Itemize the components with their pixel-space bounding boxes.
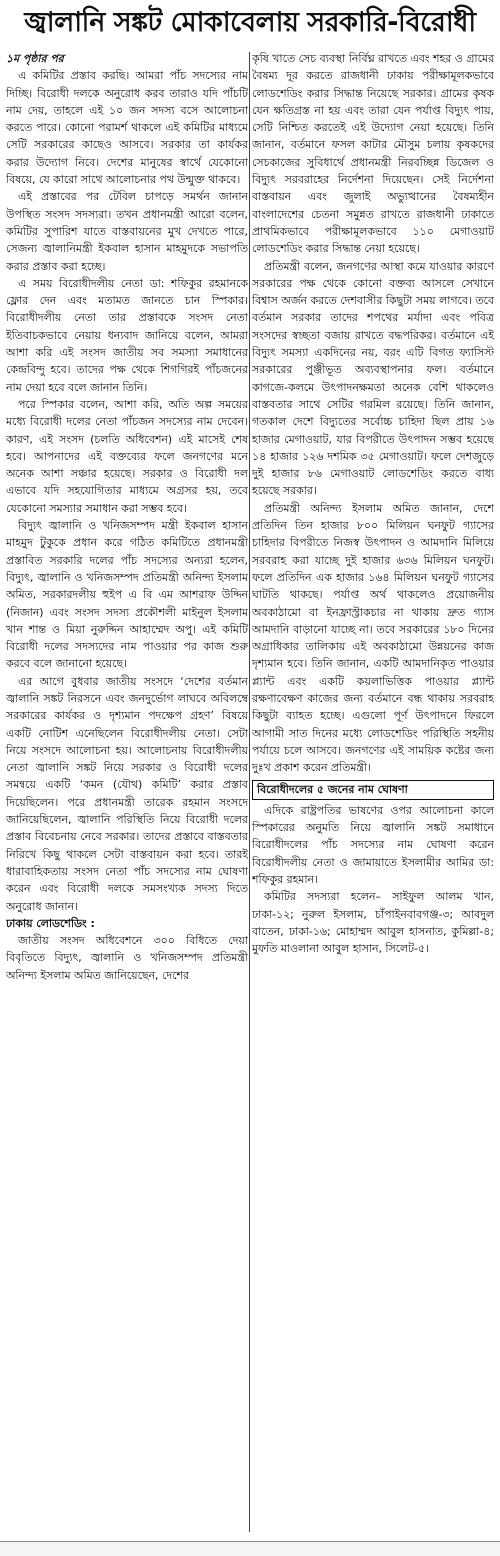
paragraph: এই প্রস্তাবের পর টেবিল চাপড়ে সমর্থন জানান উপস্থিত সংসদ সদস্যরা। তখন প্রধানমন্ত্রী আরো বলেন, কমিটির সুপারিশ যাতে বাস্তবায়নের মুখ দেখতে পারে, সেজন্য জ্বালানিমন্ত্রী ইকবাল হাসান মাহমুদকে সভাপতি করার প্রস্তাব করা হচ্ছে। bbox=[6, 190, 248, 273]
subheading-dhaka-loadshedding: ঢাকায় লোডশেডিং : bbox=[6, 916, 95, 930]
paragraph: কমিটির সদস্যরা হলেন– সাইফুল আলম খান, ঢাকা-১২; নুরুল ইসলাম, চাঁপাইনবাবগঞ্জ-৩; আবদুল বাতেন, ঢাকা-১৬; মোহাম্মদ আবুল হাসনাত, কুমিল্লা-৪; মুফতি মাওলানা আবুল হাসান, সিলেট-৫। bbox=[252, 890, 494, 956]
paragraph: এদিকে রাষ্ট্রপতির ভাষণের ওপর আলোচনা কালে স্পিকারের অনুমতি নিয়ে জ্বালানি সঙ্কট সমাধানে বিরোধীদলের পাঁচ সদস্যের নাম ঘোষণা করেন বিরোধীদলীয় নেতা ও জামায়াতে ইসলামীর আমির ডা: শফিকুর রহমান। bbox=[252, 803, 494, 886]
paragraph: এ কমিটির প্রস্তাব করছি। আমরা পাঁচ সদস্যের নাম দিচ্ছি। বিরোধী দলকে অনুরোধ করব তারাও যদি পাঁচটি নাম দেয়, তাহলে এই ১০ জন সদস্য বসে আলোচনা করতে পারে। কোনো পরামর্শ থাকলে এই কমিটির মাধ্যমে সেটি সরকারের কাছেও আসবে। সরকার তা কার্যকর করার উদ্যোগ নিবে। দেশের মানুষের স্বার্থে যেকোনো বিষয়ে, যে কারো সাথে আলোচনার পথ উন্মুক্ত থাকবে। bbox=[6, 69, 248, 187]
paragraph: প্রতিমন্ত্রী অনিন্দ্য ইসলাম অমিত জানান, দেশে প্রতিদিন তিন হাজার ৮০০ মিলিয়ন ঘনফুট গ্যাসের চাহিদার বিপরীতে নিজস্ব উৎপাদন ও আমদানি মিলিয়ে সরবরাহ করা যাচ্ছে দুই হাজার ৬৩৬ মিলিয়ন ঘনফুট। ফলে প্রতিদিন এক হাজার ১৬৪ মিলিয়ন ঘনফুট গ্যাসের ঘাটতি থাকছে। পর্যাপ্ত অর্থ থাকলেও প্রয়োজনীয় অবকাঠামো বা ইনফ্রাস্ট্রাকচার না থাকায় দ্রুত গ্যাস আমদানি বাড়ানো যাচ্ছে না। তবে সরকারের ১৮০ দিনের অগ্রাধিকার তালিকায় এই অবকাঠামো উন্নয়নের কাজ দৃশ্যমান হবে। তিনি জানান, একটি আমদানিকৃত পাওয়ার প্ল্যান্ট এবং একটি কয়লাভিত্তিক পাওয়ার প্ল্যান্ট রক্ষণাবেক্ষণ কাজের জন্য বর্তমানে বন্ধ থাকায় সরবরাহ কিছুটা ব্যাহত হচ্ছে। এগুলো পূর্ণ উৎপাদনে ফিরলে আগামী সাত দিনের মধ্যে লোডশেডিং পরিস্থিতি সহনীয় পর্যায়ে চলে আসবে। জনগণের এই সাময়িক কষ্টের জন্য দুঃখ প্রকাশ করেন প্রতিমন্ত্রী। bbox=[252, 501, 494, 775]
subheading-opposition-names: বিরোধীদলের ৫ জনের নাম ঘোষণা bbox=[252, 780, 494, 799]
right-column bbox=[252, 50, 494, 1534]
column-divider bbox=[249, 52, 250, 1532]
paragraph: এ সময় বিরোধীদলীয় নেতা ডা: শফিকুর রহমানকে ফ্লোর দেন এবং মতামত জানতে চান স্পিকার। বিরোধীদলীয় নেতা তার প্রস্তাবকে সংসদ নেতা ইতিবাচকভাবে নেয়ায় ধন্যবাদ জানিয়ে বলেন, আমরা আশা করি এই সংসদ জাতীয় সব সমস্যা সমাধানের কেন্দ্রবিন্দু হবে। তাদের পক্ষ থেকে শিগগিরই পাঁচজনের নাম দেয়া হবে বলে জানান তিনি। bbox=[6, 276, 248, 394]
continued-from-label: ১ম পৃষ্ঠার পর bbox=[6, 52, 64, 65]
paragraph: বিদ্যুৎ জ্বালানি ও খনিজসম্পদ মন্ত্রী ইকবাল হাসান মাহমুদ টুকুকে প্রধান করে গঠিত কমিটিতে প্রধানমন্ত্রী প্রস্তাবিত সরকারি দলের পাঁচ সদস্যের অন্যরা হলেন, বিদ্যুৎ, জ্বালানি ও খনিজসম্পদ প্রতিমন্ত্রী অনিন্দ্য ইসলাম অমিত, সরকারদলীয় হুইপ এ বি এম আশরাফ উদ্দিন (নিজান) এবং সংসদ সদস্য প্রকৌশলী মাইনুল ইসলাম খান শান্ত ও মিয়া নুরুদ্দিন আহাম্মেদ অপু। এই কমিটি বিরোধী দলের সদস্যদের নাম পাওয়ার পর কাজ শুরু করবে বলে জানানো হয়েছে। bbox=[6, 519, 248, 671]
paragraph: জাতীয় সংসদ অধিবেশনে ৩০০ বিধিতে দেয়া বিবৃতিতে বিদ্যুৎ, জ্বালানি ও খনিজসম্পদ প্রতিমন্ত্রী অনিন্দ্য ইসলাম অমিত জানিয়েছেন, দেশের bbox=[6, 934, 248, 982]
left-column bbox=[6, 50, 248, 1534]
page-bottom-edge bbox=[0, 1541, 500, 1556]
paragraph: এর আগে বুধবার জাতীয় সংসদে ‘দেশের বর্তমান জ্বালানি সঙ্কট নিরসনে এবং জনদুর্ভোগ লাঘবে অবিলম্বে সরকারের কার্যকর ও দৃশ্যমান পদক্ষেপ গ্রহণ’ বিষয়ে একটি নোটিশ এনেছিলেন বিরোধীদলীয় নেতা। সেটা নিয়ে সংসদে আলোচনা হয়। আলোচনায় বিরোধীদলীয় নেতা জ্বালানি সঙ্কট নিয়ে সরকার ও বিরোধী দলের সমন্বয়ে একটি ‘কমন (যৌথ) কমিটি’ করার প্রস্তাব দিয়েছিলেন। পরে প্রধানমন্ত্রী তারেক রহমান সংসদে জানিয়েছিলেন, জ্বালানি পরিস্থিতি নিয়ে বিরোধী দলের প্রস্তাব বিবেচনায় নেবে সরকার। তাদের প্রস্তাবে বাস্তবতার নিরিখে কিছু থাকলে সেটা বাস্তবায়ন করা হবে। তারই ধারাবাহিকতায় সংসদ নেতা পাঁচ সদস্যের নাম ঘোষণা করেন এবং বিরোধী দলকে সমসংখ্যক সদস্য দিতে অনুরোধ জানান। bbox=[6, 674, 248, 913]
paragraph: পরে স্পিকার বলেন, আশা করি, অতি অল্প সময়ের মধ্যে বিরোধী দলের নেতা পাঁচজন সদস্যের নাম দেবেন। কারণ, এই সংসদ (চলতি অধিবেশন) এই মাসেই শেষ হবে। আপনাদের এই বক্তব্যের ফলে জনগণের মনে অনেক আশা সঞ্চার হয়েছে। সরকার ও বিরোধী দল এভাবে যদি সহযোগিতার মাধ্যমে অগ্রসর হয়, তবে যেকোনো সমস্যার সমাধান করা সম্ভব হবে। bbox=[6, 397, 248, 515]
paragraph: প্রতিমন্ত্রী বলেন, জনগণের আস্থা কমে যাওয়ার কারণে সরকারের পক্ষ থেকে কোনো বক্তব্য আসলে সেখানে বিশ্বাস অর্জন করতে দেশবাসীর কিছুটা সময় লাগবে। তবে বর্তমান সরকার তাদের শপথের মর্যাদা এবং পবিত্র সংসদের স্বচ্ছতা বজায় রাখতে বদ্ধপরিকর। বর্তমানে এই বিদ্যুৎ সমস্যা একদিনের নয়, বরং এটি বিগত ফ্যাসিস্ট সরকারের পুঞ্জীভূত অব্যবস্থাপনার ফল। বর্তমানে কাগজে-কলমে উৎপাদনক্ষমতা অনেক বেশি থাকলেও বাস্তবতার সাথে সেটির গরমিল রয়েছে। তিনি জানান, গতকাল দেশে বিদ্যুতের সর্বোচ্চ চাহিদা ছিল প্রায় ১৬ হাজার মেগাওয়াট, যার বিপরীতে উৎপাদন সম্ভব হয়েছে ১৪ হাজার ১২৬ দশমিক ৩৫ মেগাওয়াট। ফলে দেশজুড়ে দুই হাজার ৮৬ মেগাওয়াট লোডশেডিং করতে বাধ্য হয়েছে সরকার। bbox=[252, 259, 494, 498]
paragraph: কৃষি খাতে সেচ ব্যবস্থা নির্বিঘ্ন রাখতে এবং শহর ও গ্রামের বৈষম্য দূর করতে রাজধানী ঢাকায় পরীক্ষামূলকভাবে লোডশেডিং করার সিদ্ধান্ত নিয়েছে সরকার। গ্রামের কৃষক যেন ক্ষতিগ্রস্ত না হয় এবং তারা যেন পর্যাপ্ত বিদ্যুৎ পায়, সেটি নিশ্চিত করতেই এই উদ্যোগ নেয়া হয়েছে। তিনি জানান, বর্তমানে ফসল কাটার মৌসুম চলায় কৃষকদের সেচকাজের সুবিধার্থে প্রধানমন্ত্রী নিরবচ্ছিন্ন ডিজেল ও বিদ্যুৎ সরবরাহের নির্দেশনা দিয়েছেন। সেই নির্দেশনা বাস্তবায়ন এবং জুলাই অভ্যুত্থানের বৈষম্যহীন বাংলাদেশের চেতনা সমুন্নত রাখতে রাজধানী ঢাকাতে প্রাথমিকভাবে পরীক্ষামূলকভাবে ১১০ মেগাওয়াট লোডশেডিং করার সিদ্ধান্ত নেয়া হয়েছে। bbox=[252, 52, 494, 256]
headline: জ্বালানি সঙ্কট মোকাবেলায় সরকারি-বিরোধী bbox=[24, 7, 476, 38]
